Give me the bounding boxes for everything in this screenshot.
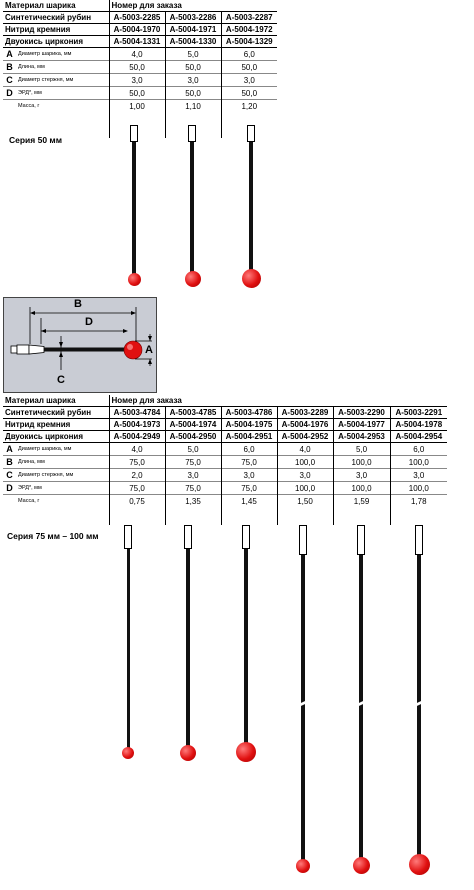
param-value: 1,78	[390, 495, 447, 508]
order-code: A-5004-1978	[390, 419, 447, 431]
probe-ball	[122, 747, 134, 759]
param-label: Длина, мм	[16, 61, 109, 74]
param-label: ЭРД*, мм	[16, 87, 109, 100]
dimension-label-b: B	[74, 298, 82, 310]
param-value: 50,0	[109, 61, 165, 74]
param-label: Диаметр стержня, мм	[16, 469, 109, 482]
param-value: 3,0	[333, 469, 390, 482]
order-code: A-5004-1970	[109, 24, 165, 36]
material-header: Материал шарика	[5, 1, 76, 10]
param-letter: A	[3, 443, 16, 456]
param-letter: B	[3, 456, 16, 469]
order-code: A-5004-2954	[390, 431, 447, 443]
param-value: 100,0	[390, 456, 447, 469]
param-value: 4,0	[109, 443, 165, 456]
order-code: A-5004-2950	[165, 431, 221, 443]
param-value: 5,0	[333, 443, 390, 456]
param-value: 75,0	[221, 482, 277, 495]
probe-collar	[415, 525, 423, 555]
param-letter: D	[3, 87, 16, 100]
param-value: 4,0	[277, 443, 333, 456]
param-value: 3,0	[221, 469, 277, 482]
order-code: A-5004-1329	[221, 36, 277, 48]
probe-collar	[130, 125, 138, 142]
probe-stem	[249, 142, 253, 274]
probe-ball	[236, 742, 256, 762]
order-header: Номер для заказа	[109, 0, 277, 12]
stylus-probe	[125, 525, 131, 765]
order-code: A-5003-4786	[221, 407, 277, 419]
param-label: Длина, мм	[16, 456, 109, 469]
param-letter: A	[3, 48, 16, 61]
param-value: 75,0	[165, 456, 221, 469]
stylus-probe	[248, 125, 254, 293]
series-label: Серия 50 мм	[9, 135, 62, 145]
stylus-probe	[189, 125, 195, 293]
param-value: 100,0	[277, 456, 333, 469]
stylus-dimension-drawing	[4, 298, 156, 392]
order-code: A-5003-4784	[109, 407, 165, 419]
order-code: A-5004-1330	[165, 36, 221, 48]
param-value: 50,0	[109, 87, 165, 100]
param-value: 4,0	[109, 48, 165, 61]
dimension-label-a: A	[145, 344, 153, 356]
order-code: A-5003-2285	[109, 12, 165, 24]
param-value: 50,0	[221, 61, 277, 74]
probe-stem	[359, 555, 363, 863]
probe-ball	[185, 271, 201, 287]
order-code: A-5003-2291	[390, 407, 447, 419]
param-value: 5,0	[165, 443, 221, 456]
probe-collar	[299, 525, 307, 555]
order-code: A-5004-1974	[165, 419, 221, 431]
order-code: A-5003-2290	[333, 407, 390, 419]
material-name: Синтетический рубин	[3, 407, 109, 419]
param-value: 6,0	[221, 48, 277, 61]
param-value: 6,0	[221, 443, 277, 456]
param-value: 1,50	[277, 495, 333, 508]
param-value: 3,0	[165, 469, 221, 482]
order-code: A-5003-4785	[165, 407, 221, 419]
series-label: Серия 75 мм – 100 мм	[7, 531, 99, 541]
order-header: Номер для заказа	[109, 395, 447, 407]
param-value: 100,0	[277, 482, 333, 495]
param-letter: C	[3, 469, 16, 482]
probe-stem	[417, 555, 421, 859]
probe-collar	[124, 525, 132, 549]
probe-stem	[301, 555, 305, 865]
stylus-probe	[185, 525, 191, 765]
param-value: 75,0	[109, 482, 165, 495]
order-code: A-5004-2949	[109, 431, 165, 443]
param-label: Масса, г	[16, 495, 109, 508]
param-value: 50,0	[165, 61, 221, 74]
param-value: 100,0	[390, 482, 447, 495]
material-header: Материал шарика	[5, 396, 76, 405]
stylus-probe	[243, 525, 249, 770]
dimension-label-c: C	[57, 374, 65, 386]
probe-stem	[132, 142, 136, 282]
param-value: 1,35	[165, 495, 221, 508]
dimension-diagram	[3, 297, 157, 393]
order-code: A-5004-1973	[109, 419, 165, 431]
order-code: A-5004-2952	[277, 431, 333, 443]
param-value: 3,0	[277, 469, 333, 482]
probe-collar	[247, 125, 255, 142]
stylus-probe	[131, 125, 137, 293]
param-value: 75,0	[221, 456, 277, 469]
order-code: A-5004-2953	[333, 431, 390, 443]
probe-stem	[244, 549, 248, 745]
param-value: 6,0	[390, 443, 447, 456]
order-code: A-5004-1971	[165, 24, 221, 36]
dimension-label-d: D	[85, 316, 93, 328]
probe-ball	[180, 745, 196, 761]
param-label: Диаметр стержня, мм	[16, 74, 109, 87]
param-value: 100,0	[333, 482, 390, 495]
param-value: 75,0	[165, 482, 221, 495]
param-letter: B	[3, 61, 16, 74]
probe-ball	[353, 857, 370, 874]
param-value: 3,0	[390, 469, 447, 482]
probe-collar	[188, 125, 196, 142]
probe-collar	[242, 525, 250, 549]
stylus-probe	[300, 525, 306, 885]
param-value: 3,0	[109, 74, 165, 87]
param-value: 1,10	[165, 100, 221, 113]
param-value: 50,0	[165, 87, 221, 100]
spec-table-75-100	[3, 395, 447, 525]
param-value: 100,0	[333, 456, 390, 469]
param-letter: D	[3, 482, 16, 495]
probe-stem	[190, 142, 194, 278]
spec-table-50	[3, 0, 277, 138]
param-value: 1,20	[221, 100, 277, 113]
order-code: A-5004-1331	[109, 36, 165, 48]
param-value: 75,0	[109, 456, 165, 469]
param-letter	[3, 495, 16, 508]
param-value: 1,59	[333, 495, 390, 508]
order-code: A-5004-2951	[221, 431, 277, 443]
param-value: 2,0	[109, 469, 165, 482]
probe-stem	[127, 549, 130, 751]
param-value: 1,45	[221, 495, 277, 508]
material-name: Двуокись циркония	[3, 431, 109, 443]
order-code: A-5004-1972	[221, 24, 277, 36]
param-value: 50,0	[221, 87, 277, 100]
param-label: Диаметр шарика, мм	[16, 443, 109, 456]
material-name: Нитрид кремния	[3, 419, 109, 431]
order-code: A-5004-1976	[277, 419, 333, 431]
param-value: 5,0	[165, 48, 221, 61]
param-label: Масса, г	[16, 100, 109, 113]
order-code: A-5004-1977	[333, 419, 390, 431]
probe-ball	[409, 854, 430, 875]
param-label: ЭРД*, мм	[16, 482, 109, 495]
param-value: 0,75	[109, 495, 165, 508]
probe-ball	[128, 273, 141, 286]
order-code: A-5004-1975	[221, 419, 277, 431]
material-name: Нитрид кремния	[3, 24, 109, 36]
stylus-probe	[358, 525, 364, 885]
material-name: Двуокись циркония	[3, 36, 109, 48]
order-code: A-5003-2289	[277, 407, 333, 419]
stylus-probe	[416, 525, 422, 887]
param-value: 1,00	[109, 100, 165, 113]
material-name: Синтетический рубин	[3, 12, 109, 24]
param-letter	[3, 100, 16, 113]
order-code: A-5003-2287	[221, 12, 277, 24]
order-code: A-5003-2286	[165, 12, 221, 24]
param-label: Диаметр шарика, мм	[16, 48, 109, 61]
param-letter: C	[3, 74, 16, 87]
probe-stem	[186, 549, 190, 749]
probe-collar	[357, 525, 365, 555]
param-value: 3,0	[165, 74, 221, 87]
probe-collar	[184, 525, 192, 549]
param-value: 3,0	[221, 74, 277, 87]
probe-ball	[242, 269, 261, 288]
probe-ball	[296, 859, 310, 873]
